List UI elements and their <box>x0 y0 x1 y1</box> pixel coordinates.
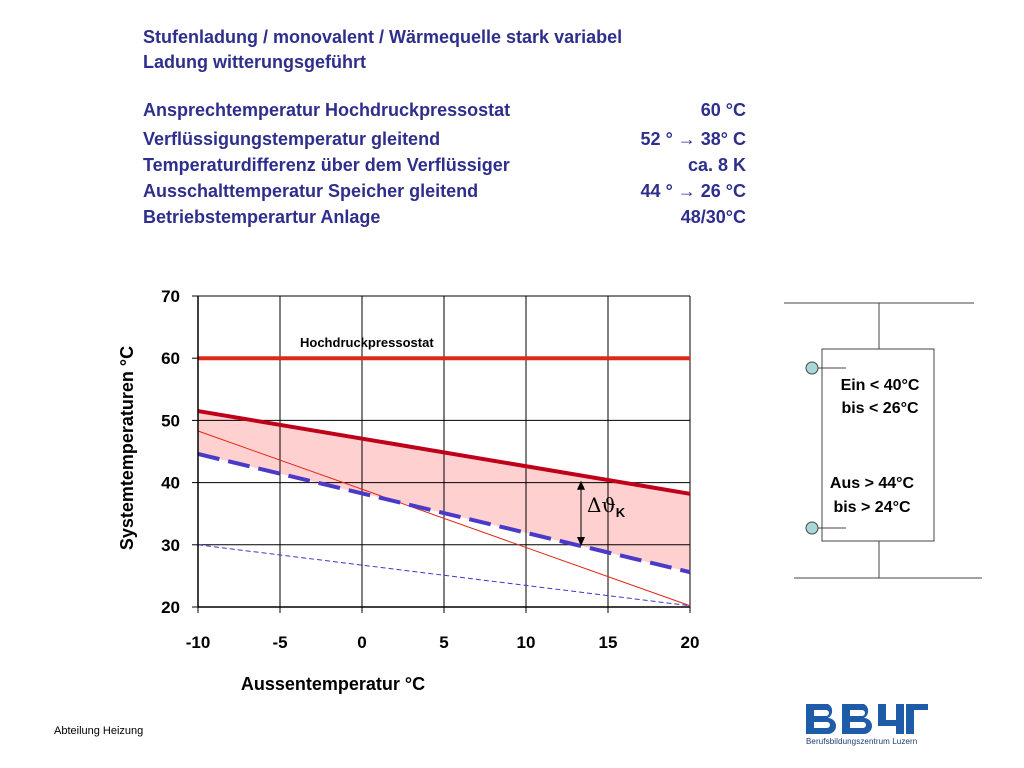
storage-tank-diagram <box>784 303 982 578</box>
delta-theta-symbol: Δϑ <box>587 493 616 517</box>
y-tick-label: 70 <box>161 287 180 306</box>
y-axis-title: Systemtemperaturen °C <box>117 345 137 551</box>
logo-subtitle: Berufsbildungszentrum Luzern <box>806 737 918 746</box>
y-tick-label: 60 <box>161 349 180 369</box>
parameter-value: 48/30°C <box>680 207 746 227</box>
y-tick-label: 30 <box>161 535 180 555</box>
switch-off-line1: Aus > 44°C <box>829 475 915 492</box>
parameter-value: 44 ° → 26 °C <box>640 181 746 201</box>
parameter-label: Ausschalttemperatur Speicher gleitend <box>143 181 479 201</box>
switch-off-line2: bis > 24°C <box>833 499 911 516</box>
title-line-1: Stufenladung / monovalent / Wärmequelle stark variabel <box>143 27 623 47</box>
x-tick-label: 15 <box>598 633 618 652</box>
y-tick-label: 50 <box>161 411 180 431</box>
bbzl-logo <box>804 702 930 736</box>
parameter-value: 60 °C <box>700 100 746 120</box>
x-tick-label: -10 <box>185 633 211 652</box>
parameter-label: Temperaturdifferenz über dem Verflüssiger <box>143 155 510 175</box>
delta-theta-subscript: K <box>615 505 626 520</box>
x-axis-title: Aussentemperatur °C <box>240 674 426 694</box>
footer-text: Abteilung Heizung <box>54 725 144 737</box>
switch-on-line2: bis < 26°C <box>841 400 919 417</box>
title-line-2: Ladung witterungsgeführt <box>143 52 366 72</box>
parameter-value: 52 ° → 38° C <box>640 129 746 149</box>
parameter-label: Ansprechtemperatur Hochdruckpressostat <box>143 100 511 120</box>
x-tick-label: 5 <box>439 633 449 652</box>
x-tick-label: 20 <box>680 633 700 652</box>
parameter-label: Betriebstemperartur Anlage <box>143 207 381 227</box>
y-tick-label: 20 <box>161 598 180 617</box>
x-tick-label: 10 <box>516 633 536 652</box>
sensor-lower-icon <box>806 522 818 534</box>
switch-on-line1: Ein < 40°C <box>840 377 920 394</box>
sensor-upper-icon <box>806 362 818 374</box>
x-tick-label: -5 <box>272 633 288 652</box>
hochdruckpressostat-label: Hochdruckpressostat <box>300 335 434 350</box>
parameter-value: ca. 8 K <box>687 155 746 175</box>
parameter-label: Verflüssigungstemperatur gleitend <box>143 129 441 149</box>
y-tick-label: 40 <box>161 473 180 493</box>
x-tick-label: 0 <box>357 633 367 652</box>
